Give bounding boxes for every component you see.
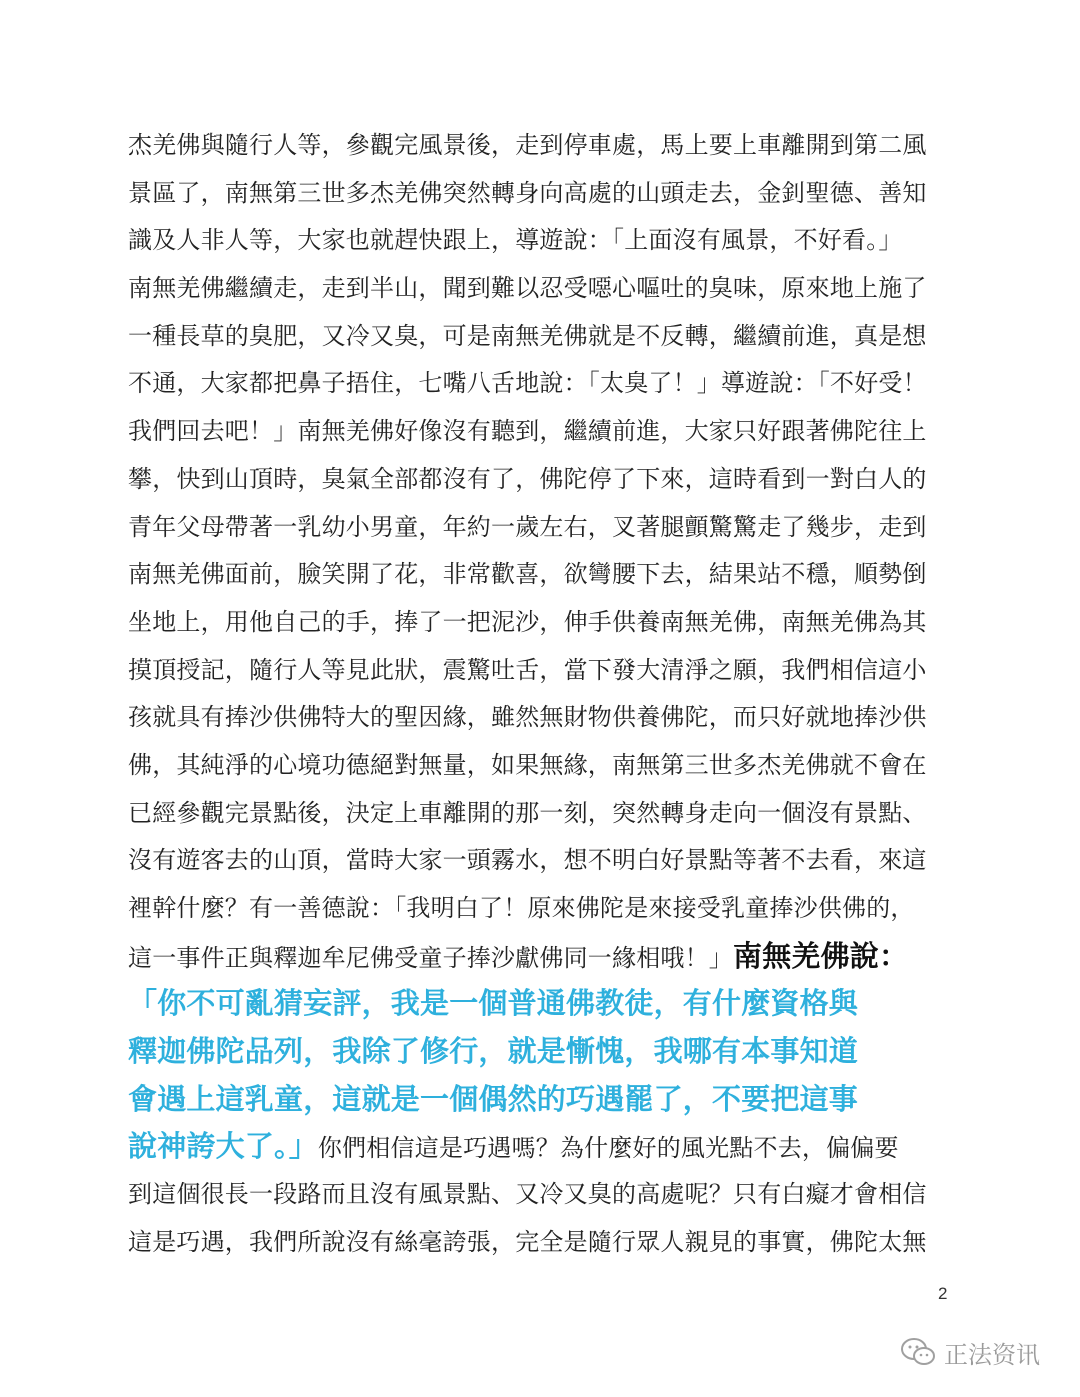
body-text: 坐地上，用他自己的手，捧了一把泥沙，伸手供養南無羌佛，南無羌佛為其 (128, 607, 927, 636)
text-line (128, 1123, 948, 1171)
body-text: 識及人非人等，大家也就趕快跟上，導遊說：「上面沒有風景，不好看。」 (128, 226, 903, 255)
wechat-icon (900, 1337, 936, 1367)
body-text: 這一事件正與釋迦牟尼佛受童子捧沙獻佛同一緣相哦！」 (128, 943, 733, 972)
body-text: 沒有遊客去的山頂，當時大家一頭霧水，想不明白好景點等著不去看，來這 (128, 846, 927, 875)
emphasized-quote: 說神誇大了。」 (128, 1129, 318, 1164)
body-text: 孩就具有捧沙供佛特大的聖因緣，雖然無財物供養佛陀，而只好就地捧沙供 (128, 703, 927, 732)
body-text: 景區了，南無第三世多杰羌佛突然轉身向高處的山頭走去，金釗聖德、善知 (128, 178, 927, 207)
emphasized-quote: 南無羌佛說： (733, 938, 909, 973)
document-body (128, 122, 948, 1267)
body-text: 杰羌佛與隨行人等，參觀完風景後，走到停車處，馬上要上車離開到第二風 (128, 131, 927, 159)
body-text: 裡幹什麼？有一善德說：「我明白了！原來佛陀是來接受乳童捧沙供佛的， (128, 894, 915, 922)
body-text: 攀，快到山頂時，臭氣全部都沒有了，佛陀停了下來，這時看到一對白人的 (128, 464, 927, 493)
text-line (128, 885, 948, 933)
text-line (128, 408, 948, 456)
text-line (128, 1171, 948, 1219)
text-line (128, 1028, 948, 1076)
watermark-text: 正法资讯 (944, 1340, 1040, 1369)
body-text: 你們相信這是巧遇嗎？為什麼好的風光點不去，偏偏要 (317, 1134, 899, 1163)
text-line (128, 933, 948, 981)
text-line (128, 647, 948, 695)
body-text: 摸頂授記，隨行人等見此狀，震驚吐舌，當下發大清淨之願，我們相信這小 (128, 655, 927, 684)
text-line (128, 122, 948, 170)
body-text: 不通，大家都把鼻子捂住，七嘴八舌地說：「太臭了！」導遊說：「不好受！ (128, 369, 927, 398)
text-line (128, 551, 948, 599)
text-line (128, 742, 948, 790)
text-line (128, 313, 948, 361)
body-text: 到這個很長一段路而且沒有風景點、又冷又臭的高處呢？只有白癡才會相信 (128, 1180, 927, 1209)
text-line (128, 265, 948, 313)
text-line (128, 1076, 948, 1124)
text-line (128, 217, 948, 265)
body-text: 我們回去吧！」南無羌佛好像沒有聽到，繼續前進，大家只好跟著佛陀往上 (128, 417, 927, 446)
emphasized-quote: 「你不可亂猜妄評，我是一個普通佛教徒，有什麼資格與 (128, 986, 859, 1021)
text-line (128, 599, 948, 647)
body-text: 青年父母帶著一乳幼小男童，年約一歲左右，叉著腿顫驚驚走了幾步，走到 (128, 512, 927, 541)
emphasized-quote: 會遇上這乳童，這就是一個偶然的巧遇罷了，不要把這事 (128, 1081, 859, 1116)
body-text: 一種長草的臭肥，又冷又臭，可是南無羌佛就是不反轉，繼續前進，真是想 (128, 321, 927, 350)
text-line (128, 170, 948, 218)
watermark (900, 1334, 1040, 1370)
text-line (128, 1219, 948, 1267)
text-line (128, 790, 948, 838)
body-text: 這是巧遇，我們所說沒有絲毫誇張，完全是隨行眾人親見的事實，佛陀太無 (128, 1227, 927, 1256)
body-text: 已經參觀完景點後，決定上車離開的那一刻，突然轉身走向一個沒有景點、 (128, 798, 927, 827)
text-line (128, 980, 948, 1028)
page-number: 2 (938, 1284, 948, 1303)
body-text: 南無羌佛面前，臉笑開了花，非常歡喜，欲彎腰下去，結果站不穩，順勢倒 (128, 560, 927, 589)
text-line (128, 694, 948, 742)
emphasized-quote: 釋迦佛陀品列，我除了修行，就是慚愧，我哪有本事知道 (128, 1034, 859, 1069)
text-line (128, 837, 948, 885)
text-line (128, 456, 948, 504)
body-text: 佛，其純淨的心境功德絕對無量，如果無緣，南無第三世多杰羌佛就不會在 (128, 750, 927, 779)
body-text: 南無羌佛繼續走，走到半山，聞到難以忍受噁心嘔吐的臭味，原來地上施了 (128, 274, 927, 303)
text-line (128, 360, 948, 408)
text-line (128, 504, 948, 552)
